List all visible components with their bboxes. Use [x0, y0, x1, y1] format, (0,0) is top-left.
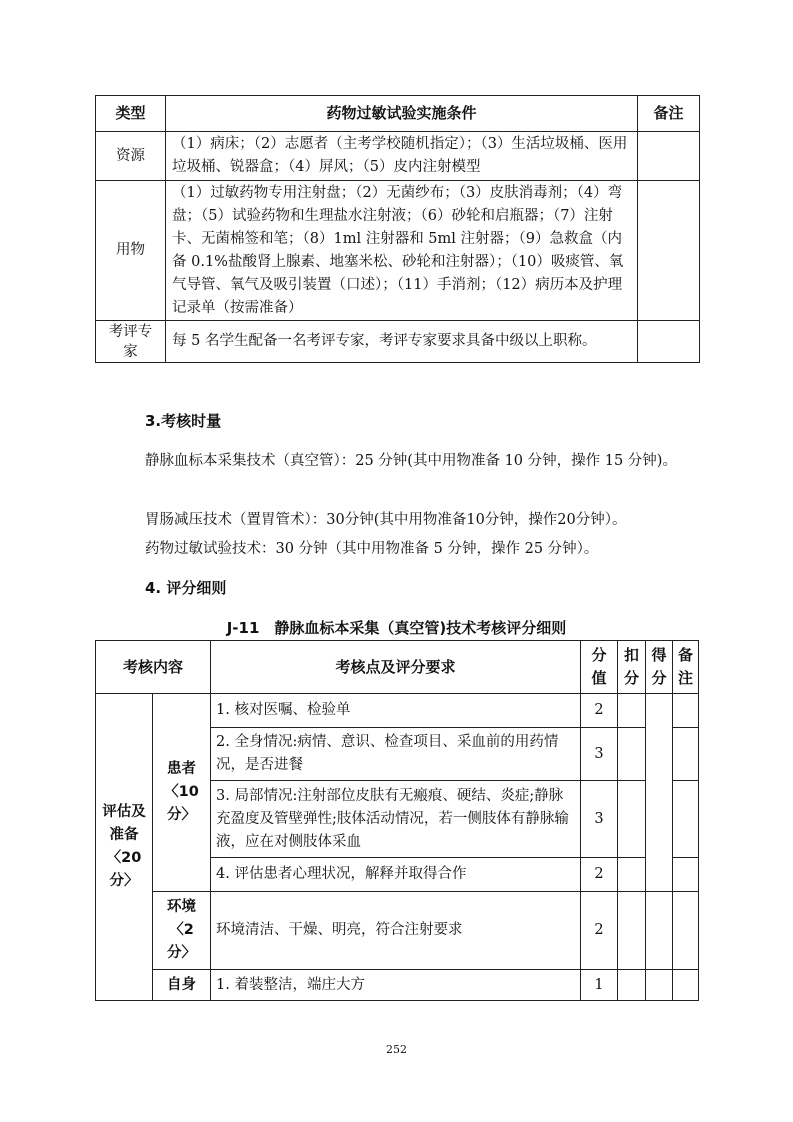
- section-3-title: 3.考核时量: [145, 412, 222, 430]
- row-remark: [638, 321, 700, 363]
- header-conditions: 药物过敏试验实施条件: [166, 96, 638, 132]
- row-type: 用物: [96, 181, 166, 321]
- group-self: 自身: [153, 970, 211, 1001]
- table-title: J-11 静脉血标本采集（真空管)技术考核评分细则: [226, 619, 567, 637]
- section-4-title: 4. 评分细则: [145, 579, 227, 597]
- conditions-table: [95, 95, 700, 363]
- row-content: （1）过敏药物专用注射盘；（2）无菌纱布；（3）皮肤消毒剂；（4）弯盘；（5）试验药物和生理盐水注射液；（6）砂轮和启瓶器；（7）注射卡、无菌棉签和笔；（8）1ml 注射器和 5ml 注射器；（9）急救盒（内备 0.1%盐酸肾上腺素、地塞米松、砂轮和注射器）；（10）吸痰管、氧气导管、氧气及吸引装置（口述）；（11）手消剂；（12）病历本及护理记录单（按需准备）: [166, 181, 638, 321]
- paragraph: 药物过敏试验技术：30 分钟（其中用物准备 5 分钟，操作 25 分钟）。: [145, 541, 599, 557]
- row-content: （1）病床；（2）志愿者（主考学校随机指定）；（3）生活垃圾桶、医用垃圾桶、锐器盒；（4）屏风；（5）皮内注射模型: [166, 132, 638, 181]
- item-text: 1. 核对医嘱、检验单: [211, 694, 581, 728]
- item-score: 2: [581, 694, 618, 728]
- page-number: 252: [386, 1043, 407, 1056]
- header-remarks: 备注: [638, 96, 700, 132]
- row-type: 资源: [96, 132, 166, 181]
- row-content: 每 5 名学生配备一名考评专家，考评专家要求具备中级以上职称。: [166, 321, 638, 363]
- header-criteria: 考核点及评分要求: [211, 641, 581, 694]
- item-text: 4. 评估患者心理状况，解释并取得合作: [211, 858, 581, 892]
- scoring-table: [95, 640, 699, 1001]
- header-content: 考核内容: [96, 641, 211, 694]
- item-text: 2. 全身情况:病情、意识、检查项目、采血前的用药情况，是否进餐: [211, 728, 581, 781]
- category-cell: 评估及准备〈20 分〉: [96, 694, 153, 1001]
- item-score: 3: [581, 728, 618, 781]
- item-text: 1. 着装整洁，端庄大方: [211, 970, 581, 1001]
- item-score: 1: [581, 970, 618, 1001]
- header-remarks: 备注: [673, 641, 699, 694]
- item-text: 环境清洁、干燥、明亮，符合注射要求: [211, 892, 581, 970]
- paragraph: 胃肠减压技术（置胃管术）：30分钟(其中用物准备10分钟，操作20分钟）。: [145, 512, 627, 528]
- got-score-cell: [646, 694, 673, 892]
- header-got: 得分: [646, 641, 673, 694]
- group-environment: 环境〈2 分〉: [153, 892, 211, 970]
- header-type: 类型: [96, 96, 166, 132]
- item-score: 2: [581, 892, 618, 970]
- item-text: 3. 局部情况:注射部位皮肤有无瘢痕、硬结、炎症;静脉充盈度及管壁弹性;肢体活动情况，若一侧肢体有静脉输液，应在对侧肢体采血: [211, 781, 581, 858]
- header-deduct: 扣分: [618, 641, 646, 694]
- paragraph: 静脉血标本采集技术（真空管）：25 分钟(其中用物准备 10 分钟，操作 15 分钟)。: [145, 453, 677, 469]
- row-remark: [638, 181, 700, 321]
- group-patient: 患者〈10 分〉: [153, 694, 211, 892]
- row-type: 考评专家: [96, 321, 166, 363]
- item-score: 3: [581, 781, 618, 858]
- item-score: 2: [581, 858, 618, 892]
- row-remark: [638, 132, 700, 181]
- header-score: 分值: [581, 641, 618, 694]
